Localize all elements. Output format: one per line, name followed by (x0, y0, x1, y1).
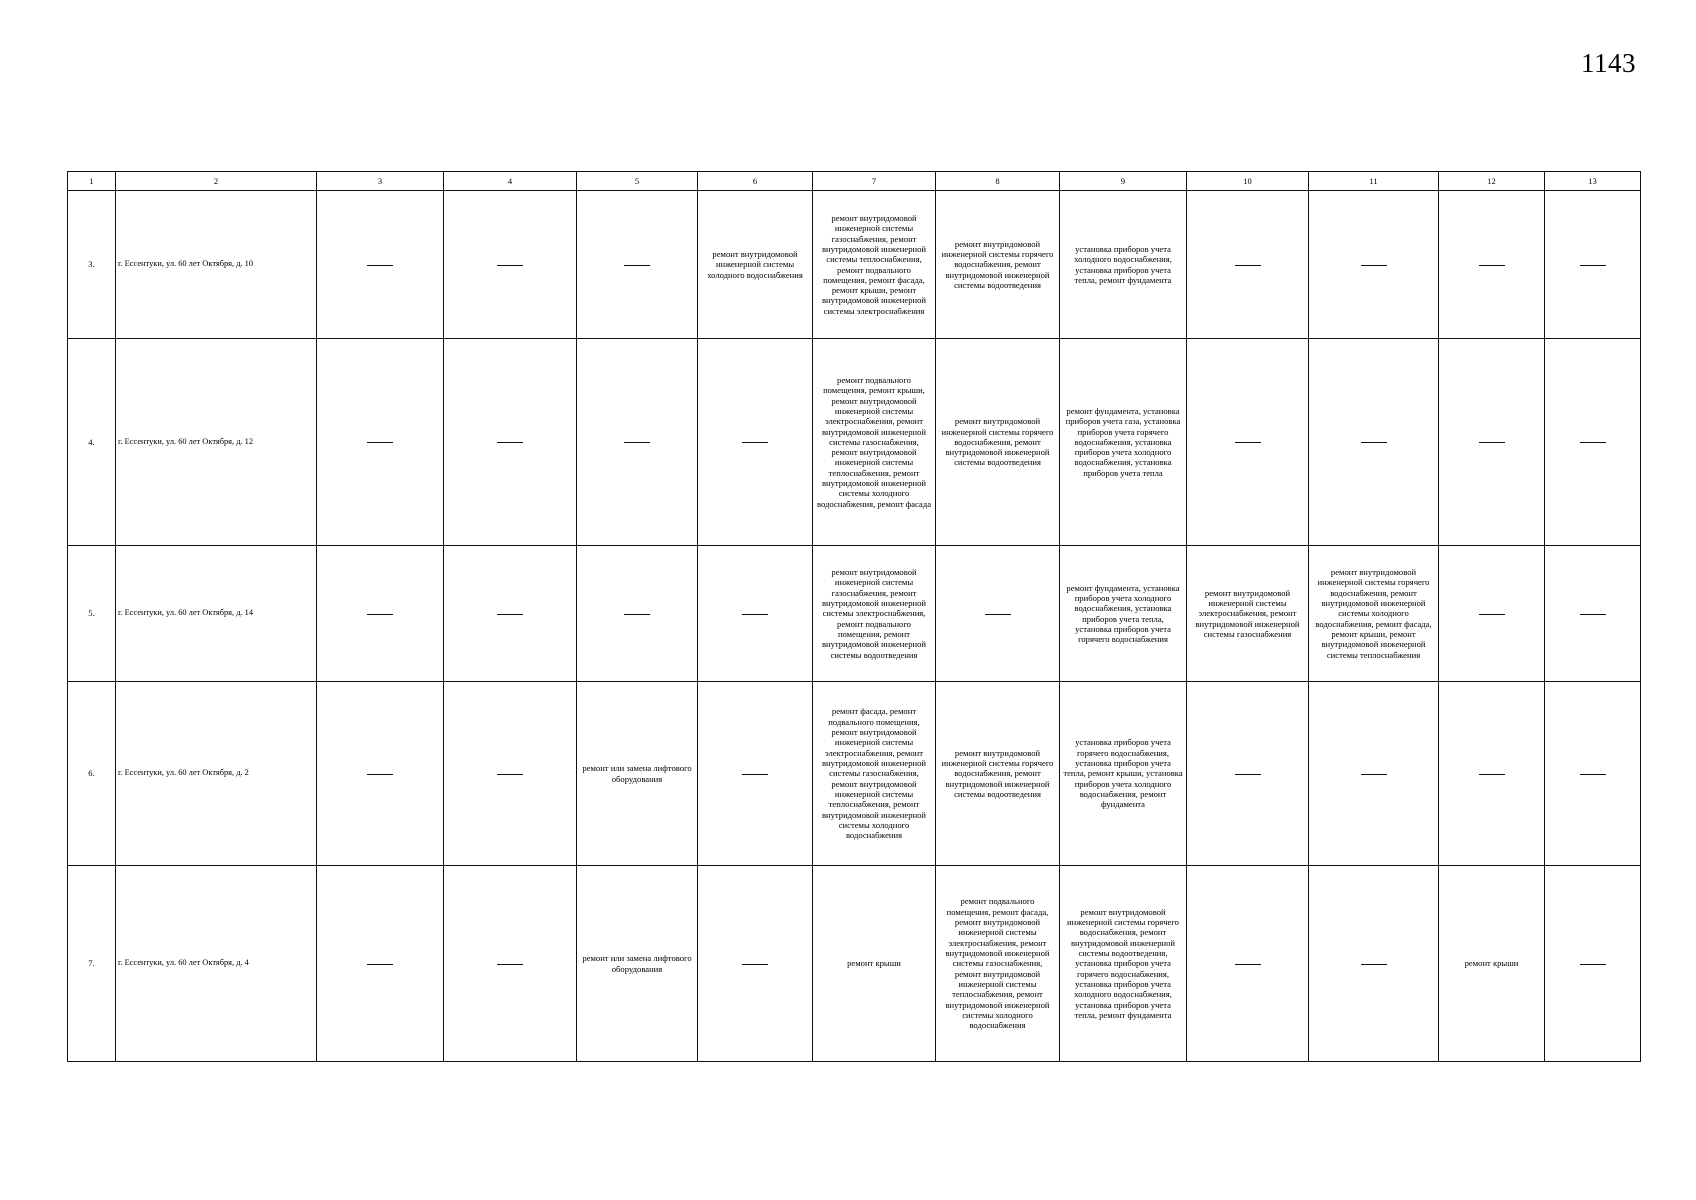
work-type-cell (1187, 546, 1309, 682)
work-type-text: установка приборов учета холодного водоснабжения, установка приборов учета тепла, ремонт фундамента (1074, 243, 1172, 285)
empty-dash-cell (317, 546, 444, 682)
row-number-cell: 7. (68, 866, 116, 1062)
work-type-text: ремонт или замена лифтового оборудования (582, 953, 692, 974)
work-type-text: ремонт внутридомовой инженерной системы горячего водоснабжения, ремонт внутридомовой инженерной системы холодного водоснабжения, ремонт фасада, ремонт крыши, ремонт внутридомовой инженерной системы теплоснабжения (1315, 567, 1432, 660)
work-type-text: установка приборов учета горячего водоснабжения, установка приборов учета тепла, ремонт крыши, установка приборов учета холодного водоснабжения, ремонт фундамента (1063, 737, 1183, 810)
address-cell: г. Ессентуки, ул. 60 лет Октября, д. 12 (116, 339, 317, 546)
work-type-text: ремонт крыши (847, 958, 901, 969)
dash-mark (1580, 964, 1606, 965)
empty-dash-cell (317, 339, 444, 546)
work-type-cell (1060, 682, 1187, 866)
work-type-text: ремонт подвального помещения, ремонт фасада, ремонт внутридомовой инженерной системы электроснабжения, ремонт внутридомовой инженерной системы газоснабжения, ремонт внутридомовой инженерной системы теплоснабжения, ремонт внутридомовой инженерной системы холодного водоснабжения (945, 896, 1050, 1031)
column-number-header: 4 (444, 172, 577, 191)
dash-mark (1235, 964, 1261, 965)
empty-dash-cell (1439, 191, 1545, 339)
table-row (68, 546, 1641, 682)
empty-dash-cell (444, 546, 577, 682)
dash-mark (624, 265, 650, 266)
table-row (68, 339, 1641, 546)
empty-dash-cell (1309, 682, 1439, 866)
column-number-header: 10 (1187, 172, 1309, 191)
work-type-text: ремонт внутридомовой инженерной системы горячего водоснабжения, ремонт внутридомовой инженерной системы водоотведения (941, 238, 1054, 290)
table-row (68, 191, 1641, 339)
work-type-cell (1060, 339, 1187, 546)
dash-mark (1235, 265, 1261, 266)
work-type-text: ремонт подвального помещения, ремонт крыши, ремонт внутридомовой инженерной системы электроснабжения, ремонт внутридомовой инженерной системы газоснабжения, ремонт внутридомовой инженерной системы теплоснабжения, ремонт внутридомовой инженерной системы холодного водоснабжения, ремонт фасада (816, 374, 932, 509)
row-number-cell: 4. (68, 339, 116, 546)
dash-mark (1580, 265, 1606, 266)
address-cell: г. Ессентуки, ул. 60 лет Октября, д. 4 (116, 866, 317, 1062)
empty-dash-cell (698, 339, 813, 546)
dash-mark (497, 442, 523, 443)
empty-dash-cell (698, 866, 813, 1062)
column-number-header: 12 (1439, 172, 1545, 191)
row-number-cell: 5. (68, 546, 116, 682)
dash-mark (1235, 442, 1261, 443)
address-cell: г. Ессентуки, ул. 60 лет Октября, д. 2 (116, 682, 317, 866)
dash-mark (1479, 265, 1505, 266)
work-type-cell (813, 191, 936, 339)
work-type-text: ремонт внутридомовой инженерной системы горячего водоснабжения, ремонт внутридомовой инженерной системы водоотведения, установка приборов учета горячего водоснабжения, установка приборов учета холодного водоснабжения, установка приборов учета тепла, ремонт фундамента (1067, 906, 1179, 1020)
work-type-cell (1309, 546, 1439, 682)
empty-dash-cell (1545, 866, 1641, 1062)
empty-dash-cell (1187, 682, 1309, 866)
address-cell: г. Ессентуки, ул. 60 лет Октября, д. 14 (116, 546, 317, 682)
dash-mark (1479, 614, 1505, 615)
dash-mark (497, 614, 523, 615)
repair-schedule-table (67, 171, 1641, 1062)
dash-mark (1361, 265, 1387, 266)
work-type-cell (936, 682, 1060, 866)
dash-mark (367, 614, 393, 615)
empty-dash-cell (1439, 339, 1545, 546)
empty-dash-cell (1545, 339, 1641, 546)
empty-dash-cell (1309, 191, 1439, 339)
work-type-cell (698, 191, 813, 339)
empty-dash-cell (936, 546, 1060, 682)
table-row (68, 866, 1641, 1062)
row-number-cell: 6. (68, 682, 116, 866)
column-number-header: 3 (317, 172, 444, 191)
work-type-text: ремонт фундамента, установка приборов учета газа, установка приборов учета горячего водоснабжения, установка приборов учета холодного водоснабжения, установка приборов учета тепла (1065, 405, 1181, 478)
empty-dash-cell (444, 682, 577, 866)
column-number-header: 5 (577, 172, 698, 191)
empty-dash-cell (444, 339, 577, 546)
dash-mark (1580, 442, 1606, 443)
work-type-cell (577, 866, 698, 1062)
work-type-text: ремонт или замена лифтового оборудования (582, 763, 692, 784)
work-type-text: ремонт внутридомовой инженерной системы электроснабжения, ремонт внутридомовой инженерной системы газоснабжения (1195, 587, 1300, 639)
work-type-cell (577, 682, 698, 866)
dash-mark (1235, 774, 1261, 775)
dash-mark (742, 774, 768, 775)
empty-dash-cell (1545, 546, 1641, 682)
dash-mark (367, 774, 393, 775)
work-type-cell (1060, 866, 1187, 1062)
work-type-cell (1060, 546, 1187, 682)
row-number-cell: 3. (68, 191, 116, 339)
column-number-header: 7 (813, 172, 936, 191)
dash-mark (1361, 964, 1387, 965)
column-number-header: 13 (1545, 172, 1641, 191)
empty-dash-cell (577, 191, 698, 339)
work-type-text: ремонт внутридомовой инженерной системы холодного водоснабжения (707, 249, 803, 280)
dash-mark (742, 614, 768, 615)
dash-mark (1361, 774, 1387, 775)
work-type-cell (813, 682, 936, 866)
work-type-cell (813, 339, 936, 546)
column-number-row (68, 172, 1641, 191)
column-number-header: 8 (936, 172, 1060, 191)
work-type-text: ремонт внутридомовой инженерной системы горячего водоснабжения, ремонт внутридомовой инженерной системы водоотведения (941, 747, 1054, 799)
empty-dash-cell (1309, 339, 1439, 546)
dash-mark (985, 614, 1011, 615)
empty-dash-cell (1545, 191, 1641, 339)
dash-mark (367, 442, 393, 443)
empty-dash-cell (444, 866, 577, 1062)
dash-mark (497, 964, 523, 965)
dash-mark (367, 265, 393, 266)
empty-dash-cell (1309, 866, 1439, 1062)
work-type-cell (936, 191, 1060, 339)
column-number-header: 11 (1309, 172, 1439, 191)
work-type-cell (1060, 191, 1187, 339)
dash-mark (1479, 442, 1505, 443)
work-type-text: ремонт крыши (1464, 958, 1519, 969)
dash-mark (624, 614, 650, 615)
table-row (68, 682, 1641, 866)
column-number-header: 9 (1060, 172, 1187, 191)
dash-mark (624, 442, 650, 443)
work-type-cell (813, 546, 936, 682)
empty-dash-cell (444, 191, 577, 339)
dash-mark (742, 442, 768, 443)
column-number-header: 1 (68, 172, 116, 191)
work-type-text: ремонт фундамента, установка приборов учета холодного водоснабжения, установка приборов учета тепла, установка приборов учета горячего водоснабжения (1066, 582, 1180, 645)
work-type-text: ремонт внутридомовой инженерной системы горячего водоснабжения, ремонт внутридомовой инженерной системы водоотведения (941, 416, 1054, 468)
empty-dash-cell (317, 866, 444, 1062)
empty-dash-cell (1439, 546, 1545, 682)
empty-dash-cell (317, 191, 444, 339)
empty-dash-cell (1187, 339, 1309, 546)
empty-dash-cell (698, 682, 813, 866)
dash-mark (497, 265, 523, 266)
work-type-text: ремонт фасада, ремонт подвального помещения, ремонт внутридомовой инженерной системы электроснабжения, ремонт внутридомовой инженерной системы газоснабжения, ремонт внутридомовой инженерной системы теплоснабжения, ремонт внутридомовой инженерной системы холодного водоснабжения (821, 706, 927, 841)
work-type-cell (1439, 866, 1545, 1062)
dash-mark (1580, 614, 1606, 615)
empty-dash-cell (1545, 682, 1641, 866)
dash-mark (497, 774, 523, 775)
work-type-cell (936, 866, 1060, 1062)
empty-dash-cell (1187, 866, 1309, 1062)
empty-dash-cell (577, 339, 698, 546)
address-cell: г. Ессентуки, ул. 60 лет Октября, д. 10 (116, 191, 317, 339)
dash-mark (742, 964, 768, 965)
work-type-text: ремонт внутридомовой инженерной системы газоснабжения, ремонт внутридомовой инженерной системы теплоснабжения, ремонт подвального помещения, ремонт фасада, ремонт крыши, ремонт внутридомовой инженерной системы электроснабжения (821, 212, 927, 316)
column-number-header: 2 (116, 172, 317, 191)
dash-mark (1479, 774, 1505, 775)
empty-dash-cell (698, 546, 813, 682)
empty-dash-cell (577, 546, 698, 682)
page-number: 1143 (1581, 48, 1636, 78)
work-type-cell (813, 866, 936, 1062)
empty-dash-cell (1439, 682, 1545, 866)
work-type-text: ремонт внутридомовой инженерной системы газоснабжения, ремонт внутридомовой инженерной системы электроснабжения, ремонт подвального помещения, ремонт внутридомовой инженерной системы водоотведения (821, 567, 927, 660)
work-type-cell (936, 339, 1060, 546)
column-number-header: 6 (698, 172, 813, 191)
dash-mark (1580, 774, 1606, 775)
empty-dash-cell (1187, 191, 1309, 339)
dash-mark (367, 964, 393, 965)
empty-dash-cell (317, 682, 444, 866)
dash-mark (1361, 442, 1387, 443)
